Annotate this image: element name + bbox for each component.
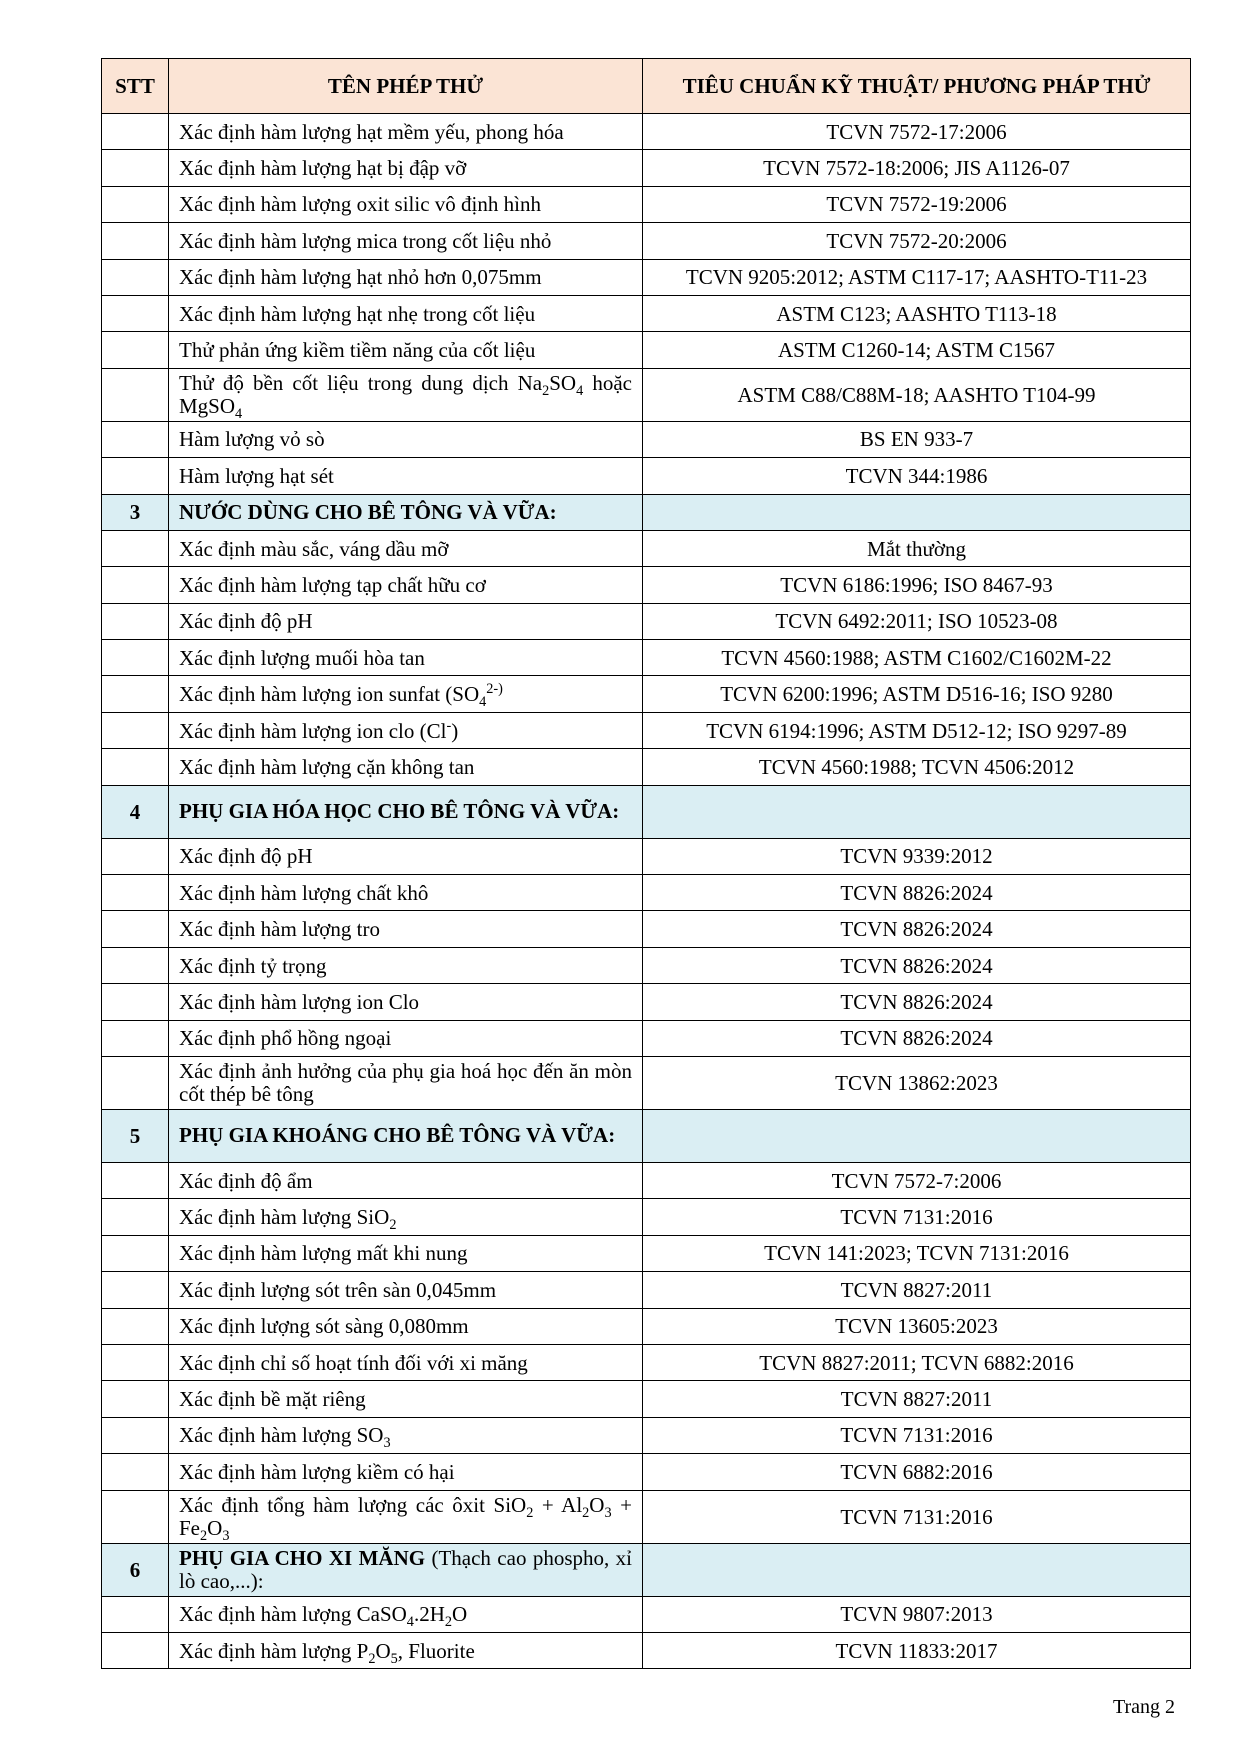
table-row bbox=[102, 114, 1191, 150]
test-standard: TCVN 8826:2024 bbox=[643, 911, 1191, 947]
table-row bbox=[102, 150, 1191, 186]
table-row bbox=[102, 676, 1191, 712]
table-row bbox=[102, 332, 1191, 368]
row-stt bbox=[102, 1596, 169, 1632]
page-number: Trang 2 bbox=[1112, 1696, 1175, 1718]
row-stt bbox=[102, 640, 169, 676]
table-row bbox=[102, 603, 1191, 639]
test-name: Xác định hàm lượng hạt nhỏ hơn 0,075mm bbox=[169, 259, 643, 295]
row-stt bbox=[102, 1632, 169, 1668]
test-standard: TCVN 7572-18:2006; JIS A1126-07 bbox=[643, 150, 1191, 186]
section-title: PHỤ GIA KHOÁNG CHO BÊ TÔNG VÀ VỮA: bbox=[169, 1109, 643, 1162]
row-stt: 5 bbox=[102, 1109, 169, 1162]
table-row bbox=[102, 1272, 1191, 1308]
test-standard: TCVN 8826:2024 bbox=[643, 947, 1191, 983]
test-standard: Mắt thường bbox=[643, 530, 1191, 566]
row-stt bbox=[102, 1344, 169, 1380]
header-standard: TIÊU CHUẨN KỸ THUẬT/ PHƯƠNG PHÁP THỬ bbox=[643, 59, 1191, 114]
section-title: PHỤ GIA CHO XI MĂNG (Thạch cao phospho, xỉ lò cao,...): bbox=[169, 1543, 643, 1596]
test-standard: ASTM C1260-14; ASTM C1567 bbox=[643, 332, 1191, 368]
table-row bbox=[102, 421, 1191, 457]
test-name: Xác định bề mặt riêng bbox=[169, 1381, 643, 1417]
row-stt bbox=[102, 1381, 169, 1417]
test-standard: TCVN 8827:2011 bbox=[643, 1272, 1191, 1308]
section-title: NƯỚC DÙNG CHO BÊ TÔNG VÀ VỮA: bbox=[169, 494, 643, 530]
test-name: Xác định hàm lượng $SO_3$ bbox=[169, 1417, 643, 1453]
test-name: Xác định hàm lượng kiềm có hại bbox=[169, 1454, 643, 1490]
row-stt bbox=[102, 712, 169, 748]
test-standard bbox=[643, 1109, 1191, 1162]
row-stt bbox=[102, 676, 169, 712]
test-name: Xác định tổng hàm lượng các ôxit $SiO_2 + Al_2O_3 + Fe_2O_3$ bbox=[169, 1490, 643, 1543]
test-name: Xác định hàm lượng tro bbox=[169, 911, 643, 947]
test-name: Thử phản ứng kiềm tiềm năng của cốt liệu bbox=[169, 332, 643, 368]
test-name: Xác định độ pH bbox=[169, 838, 643, 874]
table-row bbox=[102, 1454, 1191, 1490]
test-standard: TCVN 4560:1988; TCVN 4506:2012 bbox=[643, 749, 1191, 785]
table-row bbox=[102, 984, 1191, 1020]
test-name: Xác định lượng muối hòa tan bbox=[169, 640, 643, 676]
test-name: Xác định lượng sót trên sàn 0,045mm bbox=[169, 1272, 643, 1308]
row-stt bbox=[102, 911, 169, 947]
section-row bbox=[102, 494, 1191, 530]
row-stt bbox=[102, 1162, 169, 1198]
test-methods-table-container bbox=[101, 58, 1190, 1669]
table-row bbox=[102, 712, 1191, 748]
header-stt: STT bbox=[102, 59, 169, 114]
row-stt bbox=[102, 1199, 169, 1235]
section-title: PHỤ GIA HÓA HỌC CHO BÊ TÔNG VÀ VỮA: bbox=[169, 785, 643, 838]
test-methods-table bbox=[101, 58, 1191, 1669]
table-row bbox=[102, 1020, 1191, 1056]
test-name: Xác định tỷ trọng bbox=[169, 947, 643, 983]
row-stt bbox=[102, 1454, 169, 1490]
section-row bbox=[102, 785, 1191, 838]
test-standard: TCVN 6882:2016 bbox=[643, 1454, 1191, 1490]
test-standard: TCVN 7572-17:2006 bbox=[643, 114, 1191, 150]
table-row bbox=[102, 1235, 1191, 1271]
test-name: Xác định chỉ số hoạt tính đối với xi măng bbox=[169, 1344, 643, 1380]
test-standard: TCVN 7131:2016 bbox=[643, 1199, 1191, 1235]
table-row bbox=[102, 838, 1191, 874]
row-stt bbox=[102, 1417, 169, 1453]
row-stt bbox=[102, 1490, 169, 1543]
row-stt bbox=[102, 1020, 169, 1056]
test-standard: ASTM C123; AASHTO T113-18 bbox=[643, 295, 1191, 331]
table-row bbox=[102, 1632, 1191, 1668]
test-standard: TCVN 344:1986 bbox=[643, 458, 1191, 494]
test-name: Xác định hàm lượng $P_2O_5$, Fluorite bbox=[169, 1632, 643, 1668]
table-row bbox=[102, 223, 1191, 259]
test-name: Xác định hàm lượng oxit silic vô định hình bbox=[169, 186, 643, 222]
test-name: Xác định độ ẩm bbox=[169, 1162, 643, 1198]
row-stt bbox=[102, 567, 169, 603]
table-row bbox=[102, 295, 1191, 331]
row-stt bbox=[102, 1056, 169, 1109]
test-name: Xác định hàm lượng ion sunfat ($SO_4^{2-)}$ bbox=[169, 676, 643, 712]
table-row bbox=[102, 640, 1191, 676]
test-standard: TCVN 6200:1996; ASTM D516-16; ISO 9280 bbox=[643, 676, 1191, 712]
table-row bbox=[102, 911, 1191, 947]
row-stt bbox=[102, 984, 169, 1020]
table-row bbox=[102, 1596, 1191, 1632]
test-standard: TCVN 7131:2016 bbox=[643, 1490, 1191, 1543]
test-name: Hàm lượng vỏ sò bbox=[169, 421, 643, 457]
test-standard: TCVN 13862:2023 bbox=[643, 1056, 1191, 1109]
test-name: Xác định hàm lượng tạp chất hữu cơ bbox=[169, 567, 643, 603]
table-row bbox=[102, 1308, 1191, 1344]
row-stt bbox=[102, 458, 169, 494]
test-standard bbox=[643, 494, 1191, 530]
test-standard: ASTM C88/C88M-18; AASHTO T104-99 bbox=[643, 368, 1191, 421]
table-row bbox=[102, 368, 1191, 421]
test-name: Xác định hàm lượng SiO$_2$ bbox=[169, 1199, 643, 1235]
row-stt bbox=[102, 259, 169, 295]
header-test-name: TÊN PHÉP THỬ bbox=[169, 59, 643, 114]
row-stt bbox=[102, 1272, 169, 1308]
row-stt bbox=[102, 421, 169, 457]
test-standard: TCVN 7572-19:2006 bbox=[643, 186, 1191, 222]
test-standard: TCVN 7131:2016 bbox=[643, 1417, 1191, 1453]
test-name: Xác định hàm lượng hạt nhẹ trong cốt liệu bbox=[169, 295, 643, 331]
test-name: Xác định ảnh hưởng của phụ gia hoá học đến ăn mòn cốt thép bê tông bbox=[169, 1056, 643, 1109]
test-standard: TCVN 8827:2011; TCVN 6882:2016 bbox=[643, 1344, 1191, 1380]
test-name: Hàm lượng hạt sét bbox=[169, 458, 643, 494]
test-standard: TCVN 8827:2011 bbox=[643, 1381, 1191, 1417]
section-row bbox=[102, 1543, 1191, 1596]
row-stt bbox=[102, 947, 169, 983]
table-row bbox=[102, 259, 1191, 295]
row-stt bbox=[102, 368, 169, 421]
test-standard: TCVN 141:2023; TCVN 7131:2016 bbox=[643, 1235, 1191, 1271]
row-stt bbox=[102, 114, 169, 150]
row-stt bbox=[102, 875, 169, 911]
row-stt: 4 bbox=[102, 785, 169, 838]
table-row bbox=[102, 875, 1191, 911]
table-row bbox=[102, 1344, 1191, 1380]
section-row bbox=[102, 1109, 1191, 1162]
test-name: Xác định độ pH bbox=[169, 603, 643, 639]
table-row bbox=[102, 530, 1191, 566]
row-stt bbox=[102, 1235, 169, 1271]
test-standard: TCVN 9339:2012 bbox=[643, 838, 1191, 874]
row-stt bbox=[102, 838, 169, 874]
row-stt bbox=[102, 1308, 169, 1344]
test-name: Xác định hàm lượng hạt mềm yếu, phong hóa bbox=[169, 114, 643, 150]
table-header-row bbox=[102, 59, 1191, 114]
test-standard bbox=[643, 785, 1191, 838]
test-standard: TCVN 4560:1988; ASTM C1602/C1602M-22 bbox=[643, 640, 1191, 676]
row-stt: 3 bbox=[102, 494, 169, 530]
table-row bbox=[102, 186, 1191, 222]
test-name: Xác định hàm lượng $CaSO_4.2H_2O$ bbox=[169, 1596, 643, 1632]
row-stt bbox=[102, 332, 169, 368]
test-standard: BS EN 933-7 bbox=[643, 421, 1191, 457]
table-row bbox=[102, 1381, 1191, 1417]
test-standard: TCVN 13605:2023 bbox=[643, 1308, 1191, 1344]
test-standard: TCVN 8826:2024 bbox=[643, 1020, 1191, 1056]
row-stt bbox=[102, 749, 169, 785]
test-name: Xác định màu sắc, váng dầu mỡ bbox=[169, 530, 643, 566]
table-body bbox=[102, 114, 1191, 1669]
row-stt bbox=[102, 223, 169, 259]
row-stt bbox=[102, 530, 169, 566]
table-row bbox=[102, 947, 1191, 983]
test-standard: TCVN 9205:2012; ASTM C117-17; AASHTO-T11-23 bbox=[643, 259, 1191, 295]
test-name: Xác định hàm lượng ion clo (Cl-) bbox=[169, 712, 643, 748]
test-name: Xác định hàm lượng mất khi nung bbox=[169, 1235, 643, 1271]
table-row bbox=[102, 1199, 1191, 1235]
table-row bbox=[102, 458, 1191, 494]
table-row bbox=[102, 749, 1191, 785]
test-standard: TCVN 6492:2011; ISO 10523-08 bbox=[643, 603, 1191, 639]
row-stt bbox=[102, 603, 169, 639]
row-stt bbox=[102, 186, 169, 222]
test-name: Xác định hàm lượng chất khô bbox=[169, 875, 643, 911]
test-name: Xác định hàm lượng hạt bị đập vỡ bbox=[169, 150, 643, 186]
test-standard: TCVN 7572-20:2006 bbox=[643, 223, 1191, 259]
test-standard: TCVN 8826:2024 bbox=[643, 875, 1191, 911]
table-row bbox=[102, 1056, 1191, 1109]
test-name: Xác định phổ hồng ngoại bbox=[169, 1020, 643, 1056]
row-stt: 6 bbox=[102, 1543, 169, 1596]
test-standard: TCVN 11833:2017 bbox=[643, 1632, 1191, 1668]
table-row bbox=[102, 1162, 1191, 1198]
test-name: Xác định lượng sót sàng 0,080mm bbox=[169, 1308, 643, 1344]
table-row bbox=[102, 1490, 1191, 1543]
test-standard: TCVN 6186:1996; ISO 8467-93 bbox=[643, 567, 1191, 603]
test-name: Xác định hàm lượng cặn không tan bbox=[169, 749, 643, 785]
table-row bbox=[102, 567, 1191, 603]
row-stt bbox=[102, 150, 169, 186]
test-name: Xác định hàm lượng mica trong cốt liệu nhỏ bbox=[169, 223, 643, 259]
test-name: Xác định hàm lượng ion Clo bbox=[169, 984, 643, 1020]
row-stt bbox=[102, 295, 169, 331]
test-standard: TCVN 9807:2013 bbox=[643, 1596, 1191, 1632]
test-name: Thử độ bền cốt liệu trong dung dịch $Na_2SO_4$ hoặc MgSO$_4$ bbox=[169, 368, 643, 421]
test-standard: TCVN 6194:1996; ASTM D512-12; ISO 9297-89 bbox=[643, 712, 1191, 748]
test-standard: TCVN 8826:2024 bbox=[643, 984, 1191, 1020]
test-standard: TCVN 7572-7:2006 bbox=[643, 1162, 1191, 1198]
table-row bbox=[102, 1417, 1191, 1453]
test-standard bbox=[643, 1543, 1191, 1596]
